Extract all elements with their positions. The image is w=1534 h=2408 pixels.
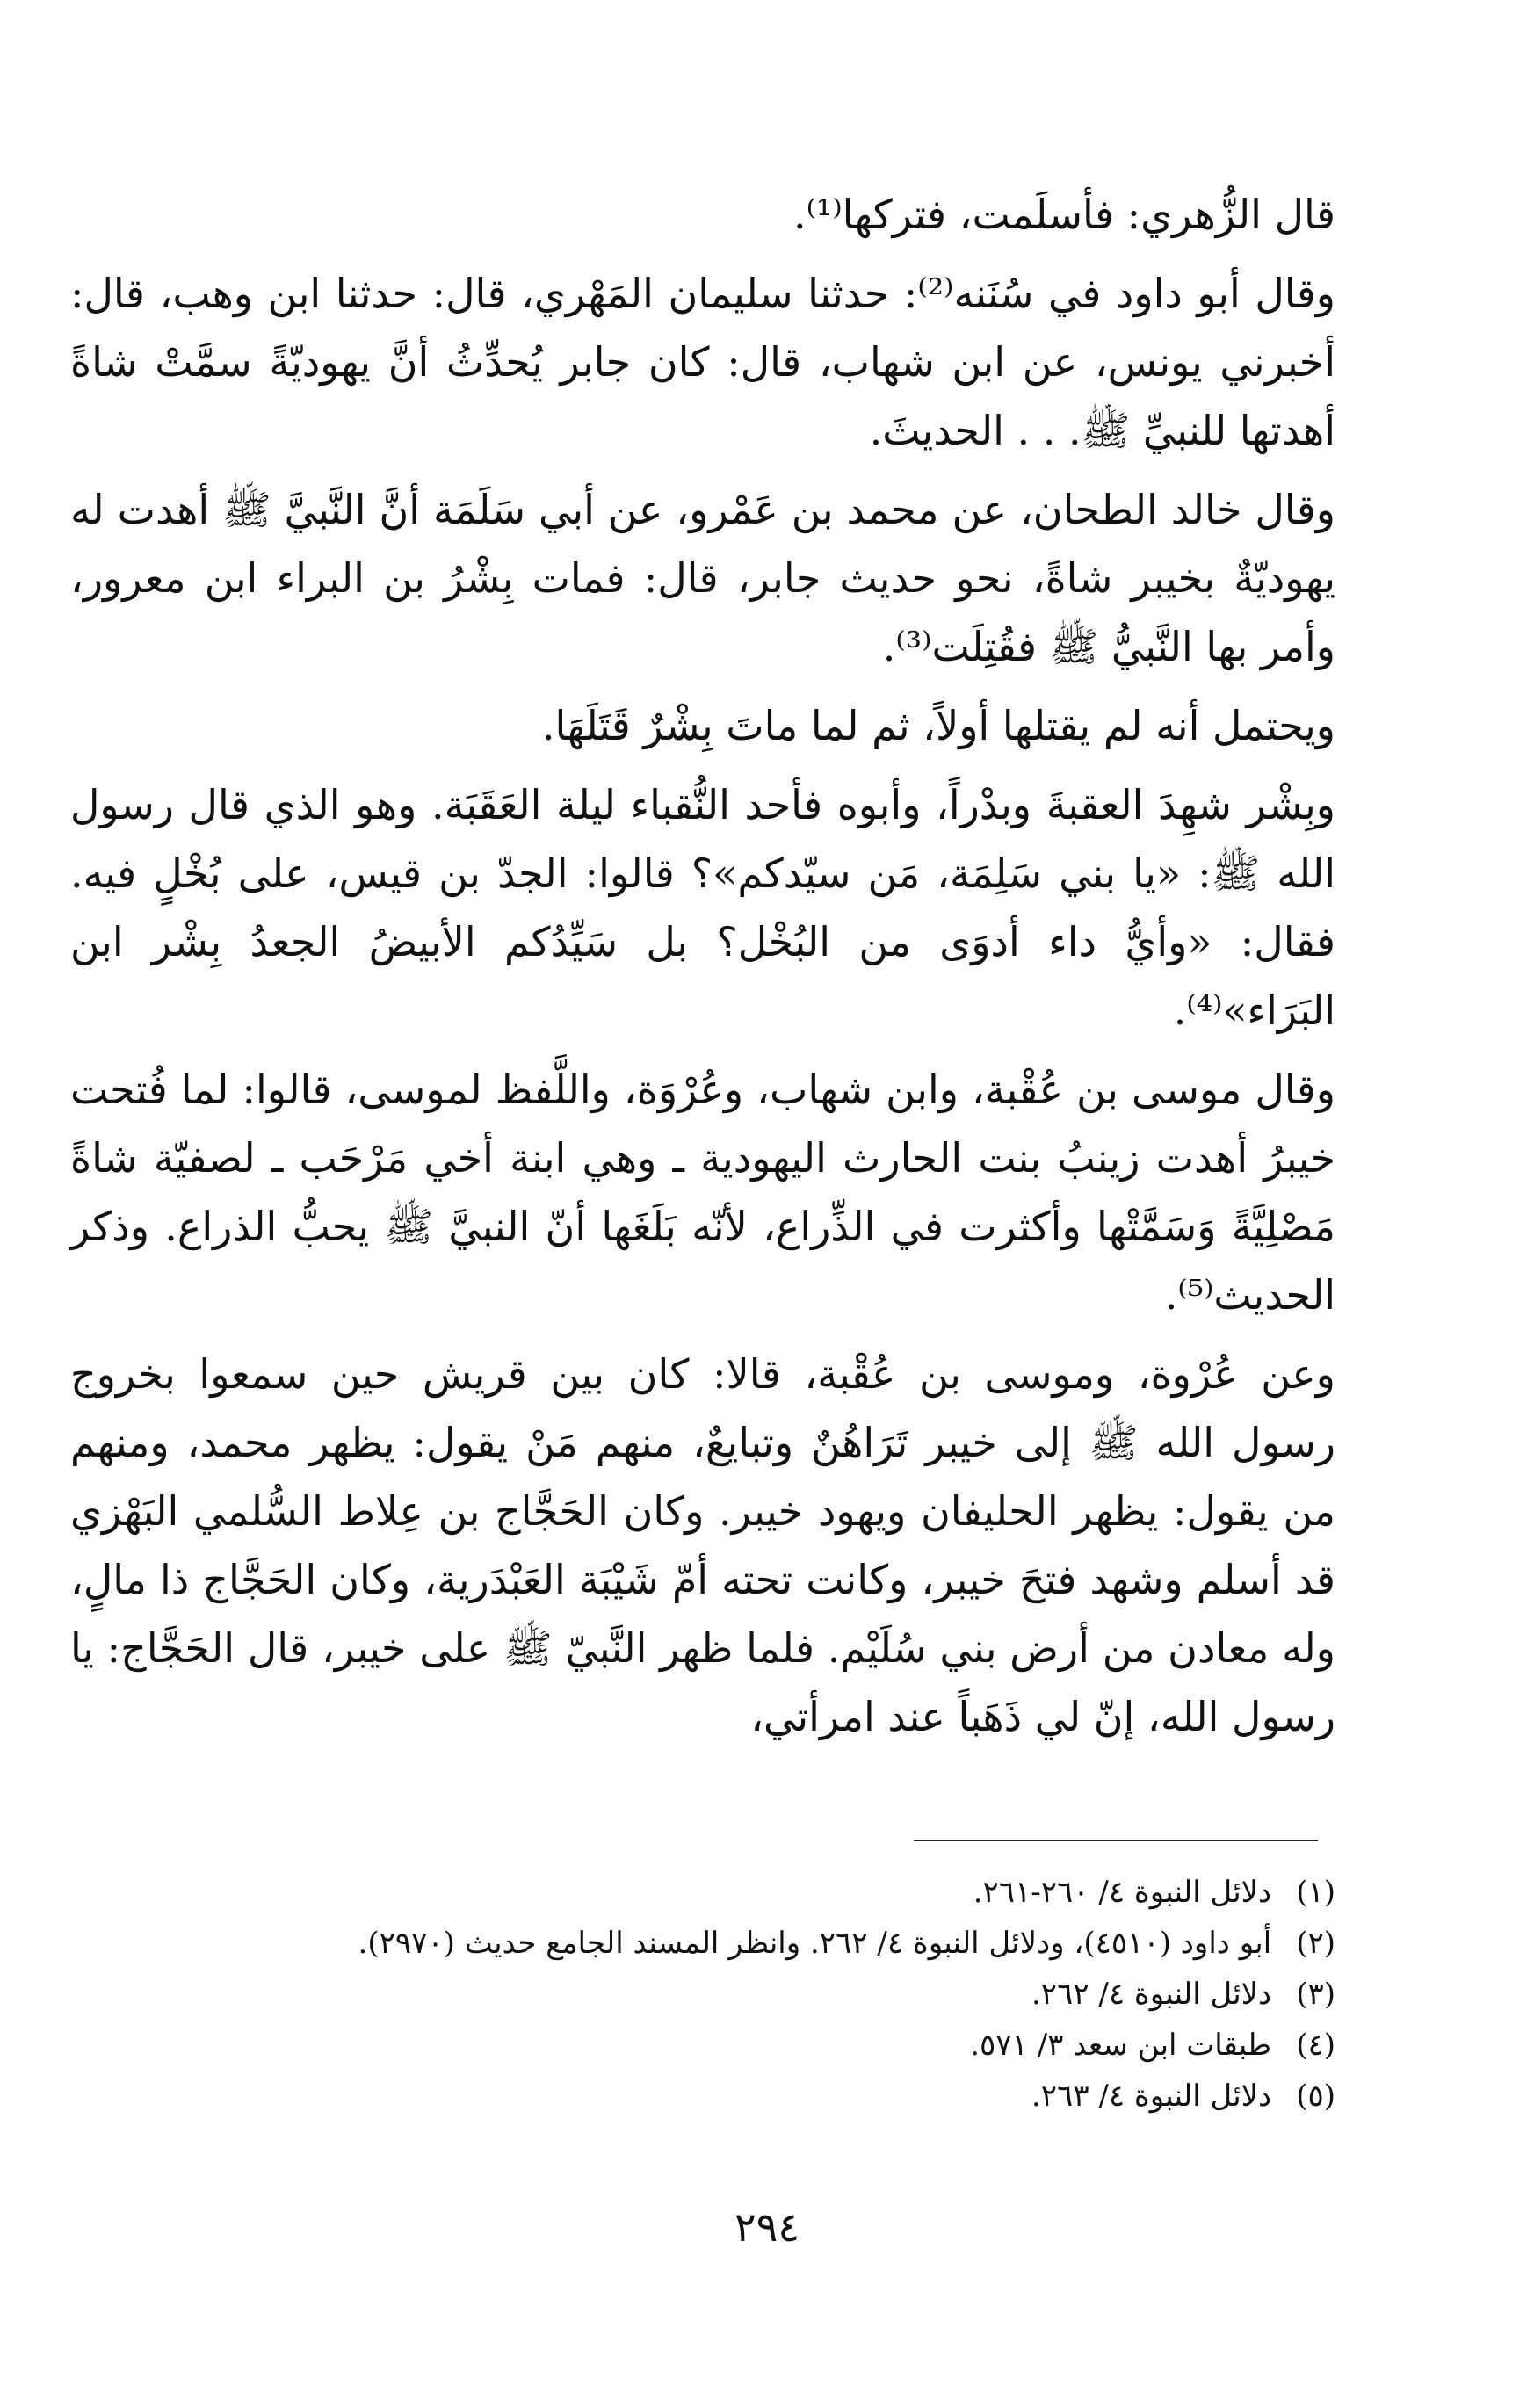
footnote xyxy=(70,1969,1335,2020)
footnote-text: دلائل النبوة ٤/ ٢٦٣. xyxy=(1031,2079,1272,2114)
page-number: ٢٩٤ xyxy=(734,2203,800,2251)
paragraph: وبِشْر شهِدَ العقبةَ وبدْراً، وأبوه فأحد النُّقباء ليلة العَقَبَة. وهو الذي قال رسول الله ﷺ: «يا بني سَلِمَة، مَن سيّدكم»؟ قالوا: الجدّ بن قيس، على بُخْلٍ فيه. فقال: «وأيُّ داء أدوَى من البُخْل؟ بل سَيِّدُكم الأبيضُ الجعدُ بِشْر ابن البَرَاء»⁽⁴⁾. xyxy=(70,781,1335,1034)
footnote-text: أبو داود (٤٥١٠)، ودلائل النبوة ٤/ ٢٦٢. وانظر المسند الجامع حديث (٢٩٧٠). xyxy=(358,1926,1272,1961)
paragraph: وقال خالد الطحان، عن محمد بن عَمْرو، عن أبي سَلَمَة أنَّ النَّبيَّ ﷺ أهدت له يهوديّةٌ بخيبر شاةً، نحو حديث جابر، قال: فمات بِشْرُ بن البراء ابن معرور، وأمر بها النَّبيُّ ﷺ فقُتِلَت⁽³⁾. xyxy=(70,486,1335,670)
footnote xyxy=(70,1918,1335,1969)
paragraph: وعن عُرْوة، وموسى بن عُقْبة، قالا: كان بين قريش حين سمعوا بخروج رسول الله ﷺ إلى خيبر تَرَاهُنٌ وتبايعٌ، منهم مَنْ يقول: يظهر محمد، ومنهم من يقول: يظهر الحليفان ويهود خيبر. وكان الحَجَّاج بن عِلاط السُّلمي البَهْزي قد أسلم وشهد فتحَ خيبر، وكانت تحته أمّ شَيْبَة العَبْدَرية، وكان الحَجَّاج ذا مالٍ، وله معادن من أرض بني سُلَيْم. فلما ظهر النَّبيّ ﷺ على خيبر، قال الحَجَّاج: يا رسول الله، إنّ لي ذَهَباً عند امرأتي، xyxy=(70,1350,1335,1740)
footnote-number: (١) xyxy=(1296,1875,1335,1910)
footnote xyxy=(70,1867,1335,1918)
footnote-number: (٥) xyxy=(1296,2079,1335,2114)
footnote-text: دلائل النبوة ٤/ ٢٦٢. xyxy=(1031,1977,1272,2012)
paragraph: قال الزُّهري: فأسلَمت، فتركها⁽¹⁾. xyxy=(792,191,1335,238)
footnote xyxy=(70,2020,1335,2071)
main-text xyxy=(70,180,1335,1751)
paragraph: وقال موسى بن عُقْبة، وابن شهاب، وعُرْوَة، واللَّفظ لموسى، قالوا: لما فُتحت خيبرُ أهدت زينبُ بنت الحارث اليهودية ـ وهي ابنة أخي مَرْحَب ـ لصفيّة شاةً مَصْلِيَّةً وَسَمَّتْها وأكثرت في الذِّراع، لأنّه بَلَغَها أنّ النبيَّ ﷺ يحبُّ الذراع. وذكر الحديث⁽⁵⁾. xyxy=(70,1066,1335,1319)
footnote-number: (٤) xyxy=(1296,2028,1335,2063)
footnote-text: دلائل النبوة ٤/ ٢٦٠-٢٦١. xyxy=(973,1875,1272,1910)
footnote-number: (٣) xyxy=(1296,1977,1335,2012)
footnote-text: طبقات ابن سعد ٣/ ٥٧١. xyxy=(970,2028,1272,2063)
paragraph: وقال أبو داود في سُنَنه⁽²⁾: حدثنا سليمان المَهْري، قال: حدثنا ابن وهب، قال: أخبرني يونس، عن ابن شهاب، قال: كان جابر يُحدِّثُ أنَّ يهوديّةً سمَّتْ شاةً أهدتها للنبيِّ ﷺ. . . الحديثَ. xyxy=(70,270,1335,454)
footnote-number: (٢) xyxy=(1296,1926,1335,1961)
footnote-separator xyxy=(914,1840,1318,1841)
paragraph: ويحتمل أنه لم يقتلها أولاً، ثم لما ماتَ بِشْرٌ قَتَلَهَا. xyxy=(541,702,1335,749)
footnote xyxy=(70,2071,1335,2122)
footnotes xyxy=(70,1867,1335,2122)
